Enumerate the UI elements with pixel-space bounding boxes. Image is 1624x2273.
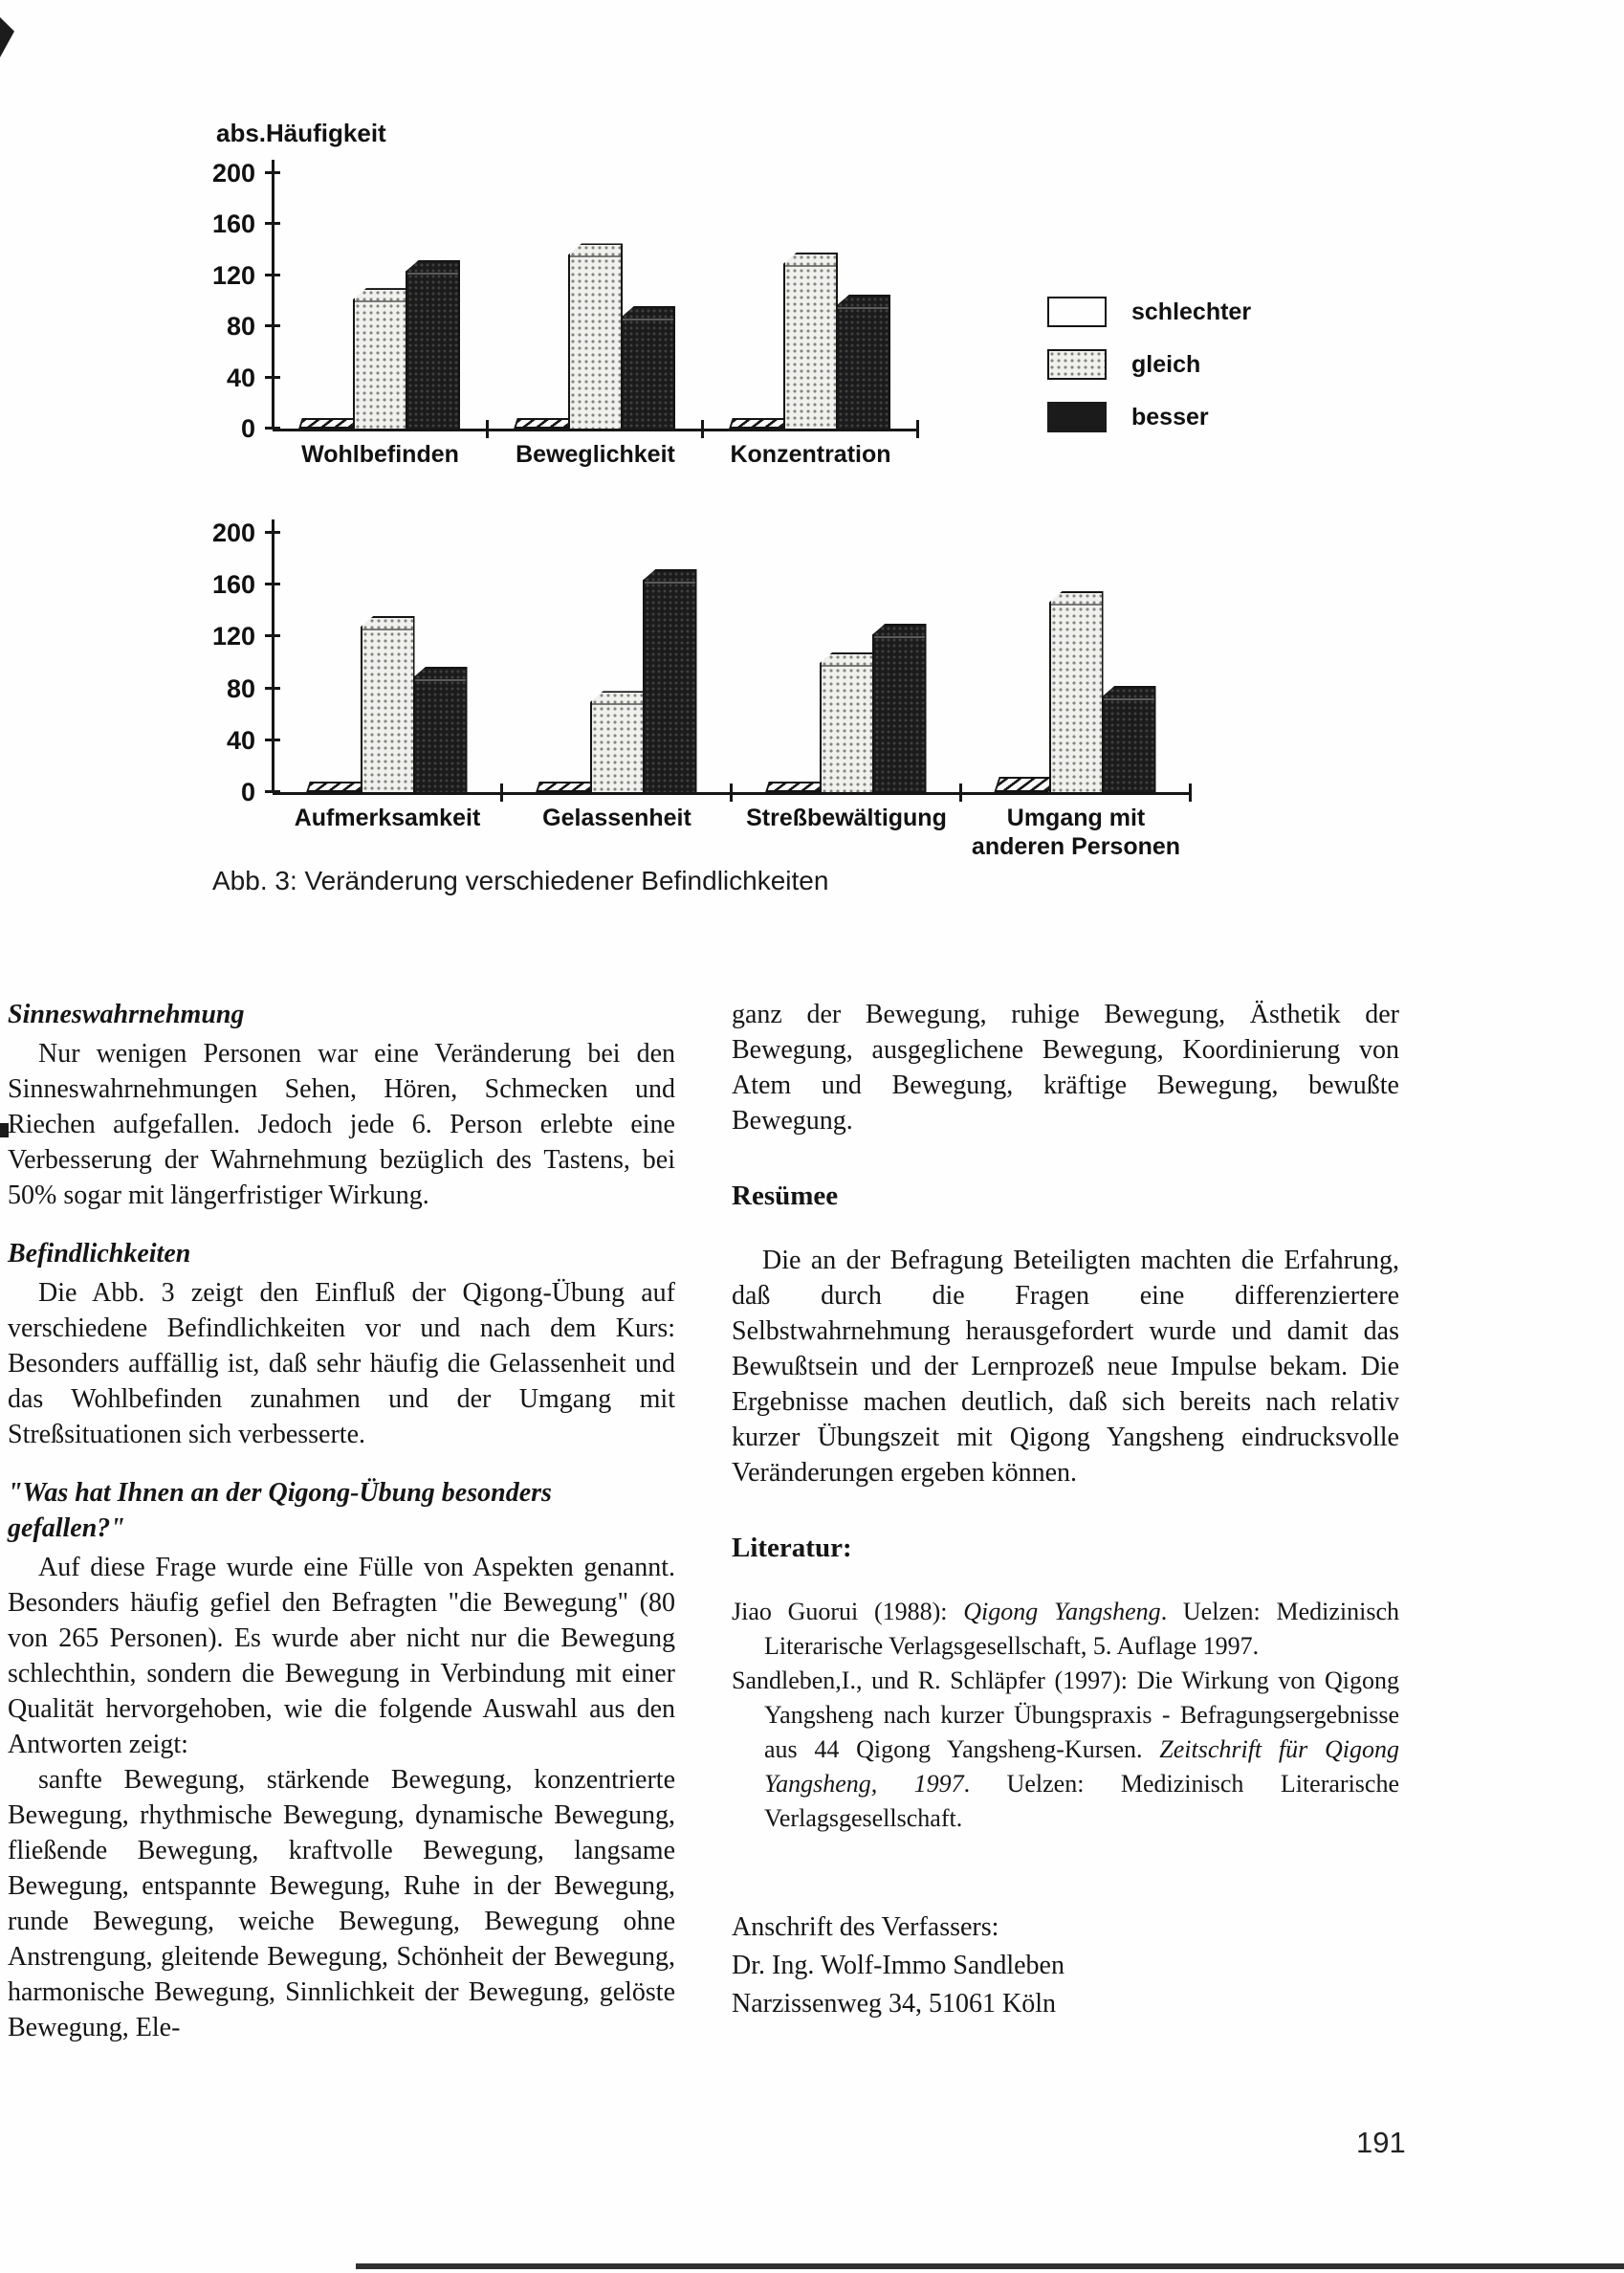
bar-top-edge <box>1104 698 1154 700</box>
y-axis-tick <box>265 531 280 534</box>
y-axis-tick-label: 160 <box>211 570 255 600</box>
bar-top-edge <box>785 265 836 267</box>
y-axis-tick-label: 120 <box>211 622 255 651</box>
bar-groups <box>273 533 1191 860</box>
bar-besser <box>1102 686 1156 792</box>
paragraph: Nur wenigen Personen war eine Veränderung bei den Sinneswahrnehmungen Sehen, Hören, Schmecken und Riechen aufgefallen. Jedoch jede 6. Person erlebte eine Verbesserung der Wahrnehmung bezüglich des Tastens, bei 50% sogar mit längerfristiger Wirkung. <box>8 1039 675 1210</box>
bar-top-edge <box>838 307 889 309</box>
bar-chart-befindlichkeiten-bottom <box>143 468 1196 860</box>
scan-artifact-bottom-bar <box>356 2263 1624 2269</box>
bar-top-edge <box>822 665 872 667</box>
bar-besser <box>836 295 890 429</box>
reference-title: Qigong Yangsheng <box>963 1598 1161 1625</box>
left-column <box>8 997 675 2045</box>
paragraph: Die an der Befragung Beteiligten machten die Erfahrung, daß durch die Fragen eine differenziertere Selbstwahrnehmung herausgefordert wurde und damit das Bewußtsein und der Lernprozeß neue Impulse bekam. Die Ergebnisse machen deutlich, daß sich bereits nach relativ kurzer Übungszeit mit Qigong Yangsheng eindrucksvolle Veränderungen ergeben können. <box>732 1246 1399 1488</box>
legend-item-besser <box>1047 402 1251 432</box>
y-axis-tick <box>265 324 280 327</box>
legend-label: besser <box>1131 403 1209 430</box>
y-axis-tick <box>265 222 280 225</box>
bar-besser <box>643 569 697 792</box>
y-axis-tick-label: 120 <box>211 260 255 290</box>
legend-swatch-dotted <box>1047 349 1107 380</box>
legend-label: gleich <box>1131 350 1201 378</box>
chart-plot-area <box>211 519 1191 860</box>
bar-group <box>273 173 488 468</box>
bar-schlechter <box>765 782 823 792</box>
reference-entry <box>732 1595 1399 1664</box>
y-axis-tick-label: 0 <box>240 778 255 806</box>
x-axis-category-label: Wohlbefinden <box>301 441 459 468</box>
bar-top-edge <box>362 629 413 630</box>
right-column <box>732 997 1399 2023</box>
reference-title: Zeitschrift für Qigong Yangsheng, 1997 <box>764 1735 1399 1798</box>
section-heading-frage: "Was hat Ihnen an der Qigong-Übung besonders gefallen?" <box>8 1478 552 1543</box>
bar-top-edge <box>1051 604 1102 606</box>
y-axis-tick <box>265 687 280 690</box>
bar-gleich <box>820 652 874 792</box>
y-axis-tick <box>265 634 280 637</box>
address-line: Anschrift des Verfassers: <box>732 1912 999 1942</box>
bar-gleich <box>1049 591 1104 792</box>
y-axis-tick <box>265 274 280 276</box>
reference-text: Sandleben,I., und R. Schläpfer (1997): Die Wirkung von Qigong Yangsheng nach kurzer Übungspraxis - Befragungsergebnisse aus 44 Qigong Yangsheng-Kursen. <box>732 1666 1399 1763</box>
reference-text: Jiao Guorui (1988): <box>732 1598 964 1625</box>
bar-top-edge <box>407 273 458 275</box>
reference-text: . Uelzen: Medizinisch Literarische Verlagsgesellschaft. <box>764 1770 1399 1832</box>
bar-gleich <box>783 253 838 429</box>
bar-besser <box>406 260 460 429</box>
legend-item-gleich <box>1047 349 1251 380</box>
section-heading-sinneswahrnehmung: Sinneswahrnehmung <box>8 1000 245 1029</box>
author-address <box>732 1909 1399 2023</box>
bar-schlechter <box>994 777 1053 792</box>
x-axis-category-label: Umgang mit anderen Personen <box>971 805 1181 860</box>
x-axis-category-label: Beweglichkeit <box>516 441 675 468</box>
y-axis-tick <box>265 739 280 741</box>
bar-schlechter <box>536 782 594 792</box>
bar-top-edge <box>592 703 643 705</box>
bar-gleich <box>353 288 407 429</box>
bar-group <box>961 533 1191 860</box>
bar-top-edge <box>355 300 406 302</box>
bar-gleich <box>361 616 415 792</box>
bar-schlechter <box>514 418 571 429</box>
paragraph: Auf diese Frage wurde eine Fülle von Aspekten genannt. Besonders häufig gefiel den Befragten "die Bewegung" (80 von 265 Personen). Es wurde aber nicht nur die Bewegung schlechthin, sondern die Bewegung in Verbindung mit einer Qualität hervorgehoben, wie die folgende Auswahl aus den Antworten zeigt: <box>8 1553 675 1759</box>
bar-besser <box>872 624 927 792</box>
y-axis-tick-label: 160 <box>211 210 255 239</box>
bar-group <box>703 173 918 468</box>
y-axis-tick-label: 40 <box>226 725 255 755</box>
address-line: Narzissenweg 34, 51061 Köln <box>732 1989 1057 2019</box>
address-line: Dr. Ing. Wolf-Immo Sandleben <box>732 1951 1064 1980</box>
y-axis-tick-label: 200 <box>211 159 255 188</box>
x-axis-category-label: Aufmerksamkeit <box>294 805 481 831</box>
bar-top-edge <box>415 679 466 681</box>
bar-schlechter <box>306 782 364 792</box>
bar-group <box>273 533 502 831</box>
y-axis-tick <box>265 376 280 379</box>
section-heading-befindlichkeiten: Befindlichkeiten <box>8 1239 191 1269</box>
bar-top-edge <box>570 255 621 257</box>
x-axis-category-label: Gelassenheit <box>542 805 691 831</box>
scan-artifact-top-left <box>0 17 14 57</box>
legend-swatch-white <box>1047 297 1107 327</box>
y-axis-tick-label: 80 <box>226 312 255 342</box>
reference-text: . Uelzen: Medizinisch Literarische Verlagsgesellschaft, 5. Auflage 1997. <box>764 1598 1399 1660</box>
y-axis-title: abs.Häufigkeit <box>216 119 386 147</box>
y-axis-tick <box>265 171 280 174</box>
bar-top-edge <box>874 636 925 638</box>
bar-schlechter <box>298 418 356 429</box>
page-number: 191 <box>1356 2126 1406 2159</box>
legend-label: schlechter <box>1131 298 1252 325</box>
bar-gleich <box>590 691 645 792</box>
y-axis-tick-label: 80 <box>226 673 255 703</box>
chart-plot-area <box>211 159 918 468</box>
bar-chart-befindlichkeiten-top <box>143 113 918 468</box>
x-axis-category-label: Streßbewältigung <box>746 805 947 831</box>
bar-group <box>732 533 961 831</box>
figure-caption: Abb. 3: Veränderung verschiedener Befindlichkeiten <box>212 866 829 895</box>
bar-gleich <box>568 243 623 429</box>
legend-item-schlechter <box>1047 297 1251 327</box>
bar-top-edge <box>623 319 673 320</box>
y-axis-tick-label: 200 <box>211 519 255 547</box>
bar-besser <box>413 667 468 792</box>
section-heading-literatur: Literatur: <box>732 1533 852 1563</box>
paragraph: ganz der Bewegung, ruhige Bewegung, Ästhetik der Bewegung, ausgeglichene Bewegung, Koordinierung von Atem und Bewegung, kräftige Bewegung, bewußte Bewegung. <box>732 1000 1399 1136</box>
y-axis-tick-label: 0 <box>240 414 255 443</box>
bar-group <box>502 533 732 831</box>
chart-legend <box>1047 297 1251 432</box>
x-axis-category-label: Konzentration <box>730 441 891 468</box>
bar-group <box>488 173 703 468</box>
paragraph: Die Abb. 3 zeigt den Einfluß der Qigong-Übung auf verschiedene Befindlichkeiten vor und nach dem Kurs: Besonders auffällig ist, daß sehr häufig die Gelassenheit und das Wohlbefinden zunahmen und der Umgang mit Streßsituationen sich verbesserte. <box>8 1278 675 1449</box>
y-axis-tick <box>265 427 280 430</box>
reference-entry <box>732 1664 1399 1836</box>
bar-besser <box>621 306 675 429</box>
legend-swatch-black <box>1047 402 1107 432</box>
section-heading-resumee: Resümee <box>732 1181 839 1211</box>
y-axis-tick <box>265 583 280 585</box>
y-axis-tick <box>265 790 280 793</box>
bar-top-edge <box>645 582 695 584</box>
y-axis-tick-label: 40 <box>226 363 255 392</box>
bar-groups <box>273 173 918 468</box>
paragraph: sanfte Bewegung, stärkende Bewegung, konzentrierte Bewegung, rhythmische Bewegung, dynamische Bewegung, fließende Bewegung, kraftvolle Bewegung, langsame Bewegung, entspannte Bewegung, Ruhe in der Bewegung, runde Bewegung, weiche Bewegung, Bewegung ohne Anstrengung, gleitende Bewegung, Schönheit der Bewegung, harmonische Bewegung, Sinnlichkeit der Bewegung, gelöste Bewegung, Ele- <box>8 1765 675 2042</box>
bar-schlechter <box>729 418 786 429</box>
